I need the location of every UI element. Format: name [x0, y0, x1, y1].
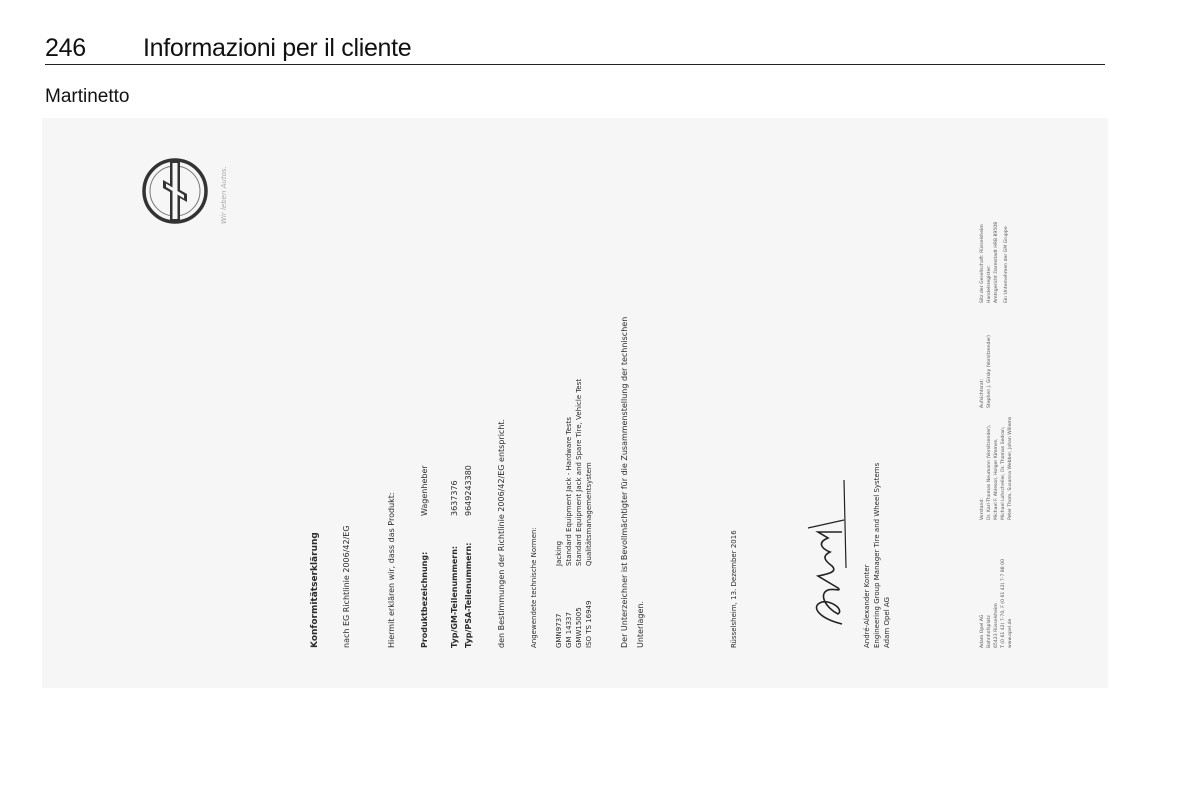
- norm-desc: Qualitätsmanagementsystem: [585, 462, 593, 566]
- section-title: Martinetto: [45, 86, 130, 107]
- norm-code: ISO TS 16949: [585, 600, 593, 648]
- footer-board: Peter Thom, Susanna Webber, Johan Willems: [1008, 416, 1013, 520]
- authorized-text-cont: Unterlagen.: [636, 600, 645, 648]
- signature: [798, 478, 854, 628]
- signer-company: Adam Opel AG: [883, 597, 891, 648]
- authorized-text: Der Unterzeichner ist Bevollmächtigter für die Zusammenstellung der technischen: [620, 316, 629, 648]
- norm-desc: Standard Equipment Jack - Hardware Tests: [565, 417, 573, 566]
- product-label: Produktbezeichnung:: [420, 551, 429, 648]
- footer-supervisory: Aufsichtsrat:: [980, 378, 985, 408]
- scanned-declaration: [42, 118, 1108, 688]
- footer-address: T (0 61 42) 7-70, F (0 61 42) 7-7 88 00: [1001, 559, 1006, 648]
- footer-board: Michael Lohscheller, Dr. Thomas Sedran,: [1001, 426, 1006, 520]
- footer-board: Dr. Karl-Thomas Neumann (Vorsitzender),: [987, 424, 992, 520]
- place-date: Rüsselsheim, 13. Dezember 2016: [730, 530, 738, 648]
- footer-address: Adam Opel AG: [980, 614, 985, 648]
- footer-address: www.opel.de: [1008, 618, 1013, 648]
- norm-code: GM 14337: [565, 612, 573, 648]
- chapter-title: Informazioni per il cliente: [143, 34, 412, 62]
- page-number: 246: [45, 34, 86, 62]
- footer-registry: Handelsregister:: [987, 265, 992, 303]
- footer-registry: Amtsgericht Darmstadt HRB 89508: [994, 221, 999, 303]
- signer-title: Engineering Group Manager Tire and Wheel Systems: [873, 462, 881, 648]
- gm-part-label: Typ/GM-Teilenummern:: [450, 545, 459, 648]
- letter-subtitle: nach EG Richtlinie 2006/42/EG: [342, 525, 351, 648]
- signer-name: André-Alexander Konter: [863, 564, 871, 648]
- letter-title: Konformitätserklärung: [310, 532, 320, 648]
- footer-board: Michael F. Ableson, Holger Kimmes,: [994, 438, 999, 520]
- product-value: Wagenheber: [420, 465, 429, 516]
- header-rule: [45, 64, 1105, 65]
- norm-code: GMN9737: [555, 613, 563, 648]
- footer-board: Vorstand:: [980, 498, 985, 520]
- slogan: Wir leben Autos.: [220, 166, 228, 224]
- declaration-letter: [42, 118, 1108, 688]
- psa-part-label: Typ/PSA-Teilenummern:: [464, 542, 473, 648]
- footer-address: Bahnhofsplatz: [987, 615, 992, 648]
- intro-text: Hiermit erklären wir, dass das Produkt:: [387, 492, 396, 648]
- norm-desc: Standard Equipment Jack and Spare Tire, Vehicle Test: [575, 378, 583, 566]
- footer-supervisory: Stephen J. Girsky (Vorsitzender): [987, 335, 992, 408]
- footer-registry: Sitz der Gesellschaft: Rüsselsheim: [980, 224, 985, 303]
- opel-logo-icon: [140, 156, 210, 226]
- footer-address: 65423 Rüsselsheim: [994, 603, 999, 648]
- norms-heading: Angewendete technische Normen:: [530, 527, 538, 648]
- gm-part-value: 3637376: [450, 480, 459, 516]
- norm-desc: Jacking: [555, 540, 563, 566]
- footer-registry: Ein Unternehmen der GM Gruppe: [1004, 226, 1009, 303]
- compliance-text: den Bestimmungen der Richtlinie 2006/42/EG entspricht.: [497, 418, 506, 648]
- norm-code: GMW15005: [575, 607, 583, 648]
- psa-part-value: 9649243380: [464, 465, 473, 516]
